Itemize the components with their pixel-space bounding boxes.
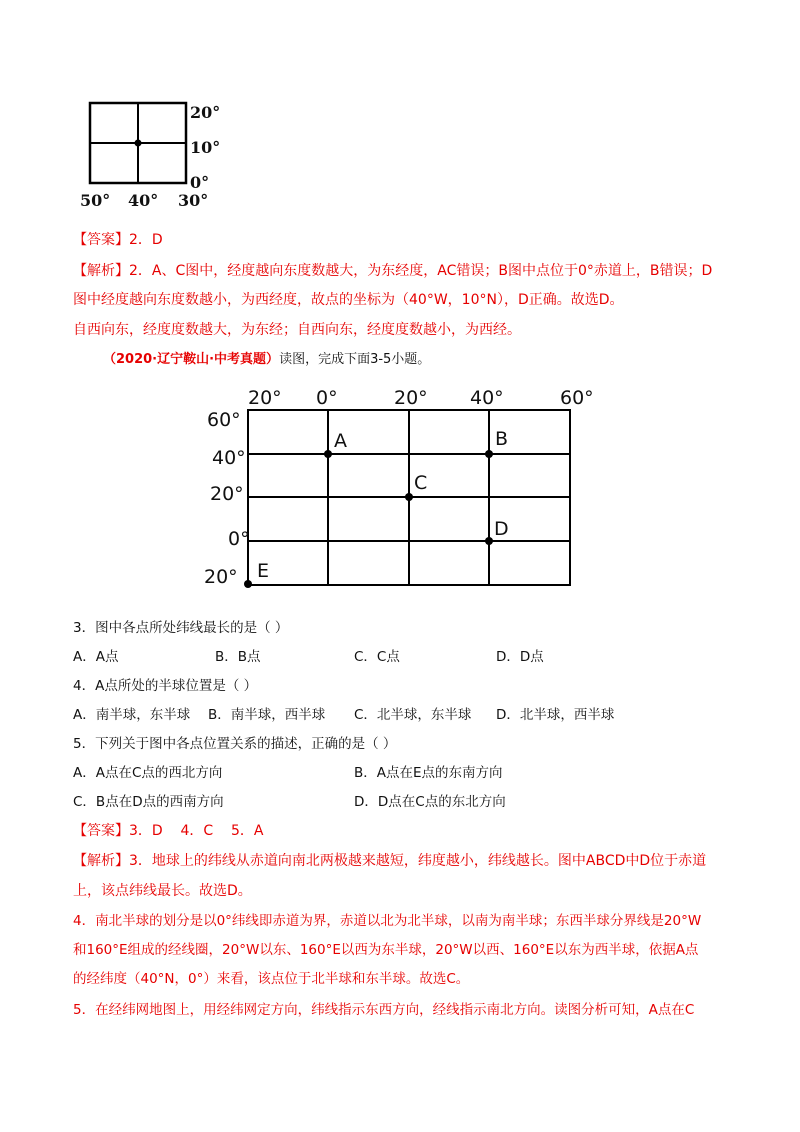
map1-lat-0: 0°	[190, 173, 210, 192]
map2-lon-0: 0°	[316, 387, 338, 409]
map2-lon-20w: 20°	[248, 387, 282, 409]
q5-option-b[interactable]: B．A点在E点的东南方向	[354, 765, 503, 781]
map2-lon-40e: 40°	[470, 387, 504, 409]
analysis-text-1: 2．A、C图中，经度越向东度数越大，为东经度，AC错误；B图中点位于0°赤道上，B错误；D	[129, 263, 713, 279]
point-e	[244, 580, 252, 588]
label-e: E	[257, 560, 270, 582]
answer2-text: 3．D 4．C 5．A	[129, 823, 264, 839]
label-d: D	[494, 518, 509, 540]
question-5-stem: 5．下列关于图中各点位置关系的描述，正确的是（ ）	[73, 736, 397, 752]
map1-lat-20: 20°	[190, 103, 221, 122]
q4-option-b[interactable]: B．南半球，西半球	[208, 707, 326, 723]
map2-lon-60e: 60°	[560, 387, 594, 409]
map1-lon-30: 30°	[178, 191, 209, 210]
label-b: B	[495, 428, 509, 450]
q3-option-a[interactable]: A．A点	[73, 649, 119, 665]
q4-option-c[interactable]: C．北半球，东半球	[354, 707, 472, 723]
analysis2-text-1: 3．地球上的纬线从赤道向南北两极越来越短，纬度越小，纬线越长。图中ABCD中D位于赤道	[129, 853, 707, 869]
analysis2-tag: 【解析】	[73, 853, 129, 869]
q4-option-a[interactable]: A．南半球，东半球	[73, 707, 191, 723]
map2-lat-20s: 20°	[204, 566, 238, 588]
point-a	[324, 450, 332, 458]
map2-lat-0: 0°	[228, 528, 250, 550]
q3-option-d[interactable]: D．D点	[496, 649, 544, 665]
answer-line-1	[73, 230, 163, 250]
analysis2-line-4: 和160°E组成的经线圈，20°W以东、160°E以西为东半球，20°W以西、160°E以东为西半球，依据A点	[73, 942, 699, 958]
analysis-line-3: 自西向东，经度度数越大，为东经；自西向东，经度度数越小，为西经。	[73, 322, 521, 338]
answer2-line	[73, 821, 263, 841]
q4-option-d[interactable]: D．北半球，西半球	[496, 707, 615, 723]
question-4-stem: 4．A点所处的半球位置是（ ）	[73, 678, 258, 694]
map2-lat-40: 40°	[212, 447, 246, 469]
map2-lon-20e: 20°	[394, 387, 428, 409]
answer-tag: 【答案】	[73, 232, 129, 248]
q5-option-a[interactable]: A．A点在C点的西北方向	[73, 765, 223, 781]
answer2-tag: 【答案】	[73, 823, 129, 839]
answer-text: 2．D	[129, 232, 163, 248]
analysis2-line-5: 的经纬度（40°N，0°）来看，该点位于北半球和东半球。故选C。	[73, 971, 470, 987]
analysis2-line-2: 上，该点纬线最长。故选D。	[73, 883, 252, 899]
source-line	[103, 350, 430, 370]
source-tag: （2020·辽宁鞍山·中考真题）	[103, 352, 280, 367]
q3-option-c[interactable]: C．C点	[354, 649, 400, 665]
point-d	[485, 537, 493, 545]
source-instruction: 读图，完成下面3-5小题。	[279, 352, 431, 367]
map2-lat-60: 60°	[207, 409, 241, 431]
map1	[80, 95, 230, 215]
map2-lat-20: 20°	[210, 483, 244, 505]
map1-lon-50: 50°	[80, 191, 111, 210]
question-3-stem: 3．图中各点所处纬线最长的是（ ）	[73, 620, 289, 636]
label-a: A	[334, 430, 347, 452]
label-c: C	[414, 472, 428, 494]
analysis-line-1	[73, 261, 712, 281]
map1-point	[135, 140, 142, 147]
q5-option-d[interactable]: D．D点在C点的东北方向	[354, 794, 506, 810]
point-b	[485, 450, 493, 458]
map1-lat-10: 10°	[190, 138, 221, 157]
point-c	[405, 493, 413, 501]
q3-option-b[interactable]: B．B点	[215, 649, 261, 665]
map1-lon-40: 40°	[128, 191, 159, 210]
analysis-line-2: 图中经度越向东度数越小，为西经度，故点的坐标为（40°W，10°N），D正确。故选D。	[73, 292, 624, 308]
q5-option-c[interactable]: C．B点在D点的西南方向	[73, 794, 224, 810]
map2	[200, 385, 620, 595]
analysis2-line-6: 5．在经纬网地图上，用经纬网定方向，纬线指示东西方向，经线指示南北方向。读图分析可知，A点在C	[73, 1002, 695, 1018]
analysis-tag: 【解析】	[73, 263, 129, 279]
analysis2-line-1	[73, 851, 706, 871]
analysis2-line-3: 4．南北半球的划分是以0°纬线即赤道为界，赤道以北为北半球，以南为南半球；东西半球分界线是20°W	[73, 913, 702, 929]
